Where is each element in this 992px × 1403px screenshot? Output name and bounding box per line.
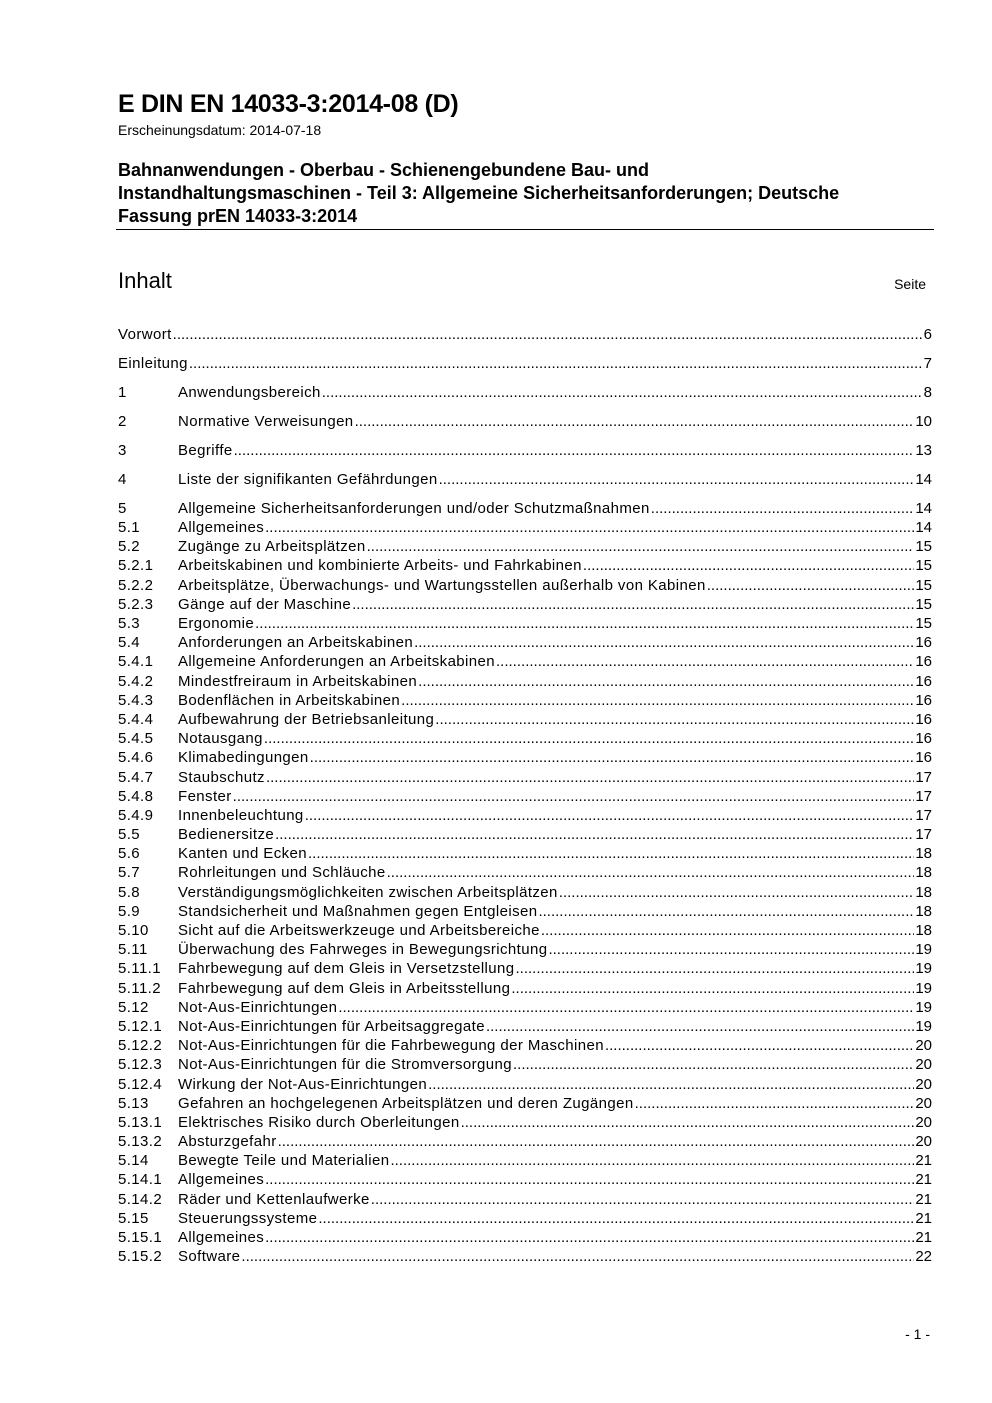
toc-entry-label: Fenster: [178, 787, 232, 805]
toc-entry-page: 16: [915, 672, 932, 690]
toc-entry-label: Aufbewahrung der Betriebsanleitung: [178, 710, 435, 728]
toc-entry-number: 5.1: [118, 519, 141, 537]
toc-entry-number: 5.8: [118, 883, 141, 901]
toc-entry-page: 18: [915, 902, 932, 920]
toc-entry-label: Liste der signifikanten Gefährdungen: [178, 470, 438, 488]
toc-entry-label: Steuerungssysteme: [178, 1209, 318, 1227]
toc-entry[interactable]: [118, 470, 932, 489]
toc-entry-label: Arbeitskabinen und kombinierte Arbeits- und Fahrkabinen: [178, 557, 582, 575]
toc-entry-page: 16: [915, 749, 932, 767]
toc-entry-label: Vorwort: [118, 326, 172, 343]
toc-entry-page: 6: [923, 326, 932, 343]
toc-entry-number: 5.3: [118, 615, 141, 633]
toc-entry-page: 14: [915, 499, 932, 517]
toc-entry[interactable]: [118, 768, 932, 787]
toc-entry[interactable]: [118, 537, 932, 556]
toc-dot-leader: [541, 921, 914, 940]
toc-entry[interactable]: [118, 787, 932, 806]
toc-dot-leader: [310, 748, 915, 767]
document-title: [118, 159, 934, 228]
toc-entry[interactable]: [118, 672, 932, 691]
toc-entry-number: 5.14.1: [118, 1171, 163, 1189]
toc-entry-page: 15: [915, 557, 932, 575]
toc-dot-leader: [371, 1190, 915, 1209]
toc-entry-label: Fahrbewegung auf dem Gleis in Versetzstellung: [178, 960, 515, 978]
toc-entry-page: 17: [915, 826, 932, 844]
toc-dot-leader: [367, 537, 915, 556]
toc-entry[interactable]: [118, 633, 932, 652]
toc-entry-label: Not-Aus-Einrichtungen für Arbeitsaggregate: [178, 1017, 485, 1035]
toc-entry[interactable]: [118, 940, 932, 959]
toc-entry-label: Gefahren an hochgelegenen Arbeitsplätzen und deren Zugängen: [178, 1094, 634, 1112]
toc-entry-label: Not-Aus-Einrichtungen für die Stromversorgung: [178, 1056, 512, 1074]
toc-entry-number: 5.13: [118, 1094, 149, 1112]
toc-entry-number: 2: [118, 412, 127, 430]
toc-dot-leader: [189, 354, 923, 373]
toc-entry-page: 20: [915, 1133, 932, 1151]
toc-dot-leader: [439, 470, 915, 489]
toc-dot-leader: [435, 710, 914, 729]
toc-entry[interactable]: [118, 556, 932, 575]
toc-entry-page: 16: [915, 710, 932, 728]
toc-entry[interactable]: [118, 1094, 932, 1113]
toc-entry-number: 4: [118, 470, 127, 488]
toc-entry-number: 5.4.9: [118, 806, 154, 824]
toc-dot-leader: [387, 863, 915, 882]
toc-entry-label: Einleitung: [118, 354, 188, 372]
toc-entry[interactable]: [118, 614, 932, 633]
toc-entry-number: 5.4.8: [118, 787, 154, 805]
toc-entry-label: Bodenflächen in Arbeitskabinen: [178, 691, 401, 709]
toc-entry[interactable]: [118, 863, 932, 882]
toc-dot-leader: [173, 325, 923, 344]
toc-entry-page: 16: [915, 653, 932, 671]
toc-entry[interactable]: [118, 844, 932, 863]
toc-dot-leader: [559, 883, 915, 902]
toc-entry-page: 20: [915, 1075, 932, 1093]
toc-entry-number: 5.10: [118, 922, 149, 940]
publication-date: Erscheinungsdatum: 2014-07-18: [118, 122, 322, 138]
toc-entry[interactable]: [118, 441, 932, 460]
toc-entry-page: 16: [915, 691, 932, 709]
toc-dot-leader: [511, 979, 914, 998]
toc-entry[interactable]: [118, 1055, 932, 1074]
toc-dot-leader: [355, 412, 915, 431]
toc-entry-number: 5.12: [118, 998, 149, 1016]
toc-entry-label: Rohrleitungen und Schläuche: [178, 864, 386, 882]
toc-entry-page: 21: [915, 1209, 932, 1227]
toc-entry-page: 14: [915, 470, 932, 488]
toc-entry-number: 5.11.2: [118, 979, 161, 997]
toc-entry[interactable]: [118, 499, 932, 518]
toc-entry-label: Staubschutz: [178, 768, 265, 786]
toc-dot-leader: [418, 672, 914, 691]
toc-entry[interactable]: [118, 595, 932, 614]
toc-entry[interactable]: [118, 325, 932, 344]
toc-dot-leader: [401, 691, 914, 710]
toc-entry[interactable]: [118, 921, 932, 940]
toc-entry-number: 5.15.2: [118, 1248, 163, 1266]
toc-entry-label: Sicht auf die Arbeitswerkzeuge und Arbeitsbereiche: [178, 922, 540, 940]
toc-entry-label: Allgemeines: [178, 1229, 265, 1247]
toc-entry-label: Not-Aus-Einrichtungen für die Fahrbewegung der Maschinen: [178, 1037, 604, 1055]
toc-entry-number: 5.4.7: [118, 768, 154, 786]
toc-entry-number: 5.13.2: [118, 1133, 163, 1151]
toc-entry-number: 5.12.3: [118, 1056, 163, 1074]
toc-dot-leader: [233, 787, 915, 806]
toc-dot-leader: [414, 633, 914, 652]
toc-entry-page: 22: [915, 1248, 932, 1266]
toc-entry[interactable]: [118, 998, 932, 1017]
toc-entry-page: 13: [915, 441, 932, 459]
toc-entry-page: 16: [915, 730, 932, 748]
toc-entry-label: Notausgang: [178, 730, 263, 748]
toc-dot-leader: [275, 825, 914, 844]
toc-entry-page: 19: [915, 960, 932, 978]
toc-dot-leader: [390, 1151, 914, 1170]
toc-entry-page: 21: [915, 1229, 932, 1247]
toc-entry-label: Bedienersitze: [178, 826, 275, 844]
toc-entry-label: Verständigungsmöglichkeiten zwischen Arbeitsplätzen: [178, 883, 558, 901]
toc-dot-leader: [241, 1247, 914, 1266]
toc-dot-leader: [338, 998, 914, 1017]
toc-entry-number: 5.2.3: [118, 595, 154, 613]
toc-dot-leader: [605, 1036, 914, 1055]
toc-entry-page: 19: [915, 941, 932, 959]
toc-entry[interactable]: [118, 576, 932, 595]
toc-entry-page: 20: [915, 1113, 932, 1131]
toc-entry-page: 15: [915, 615, 932, 633]
toc-dot-leader: [255, 614, 914, 633]
toc-dot-leader: [513, 1055, 914, 1074]
toc-entry[interactable]: [118, 710, 932, 729]
toc-entry-label: Normative Verweisungen: [178, 412, 354, 430]
toc-entry-label: Allgemeine Anforderungen an Arbeitskabinen: [178, 653, 496, 671]
toc-entry[interactable]: [118, 691, 932, 710]
page-column-label: Seite: [894, 276, 926, 292]
toc-entry-number: 5.4.4: [118, 710, 154, 728]
toc-entry-label: Innenbeleuchtung: [178, 806, 304, 824]
toc-entry-number: 5.12.4: [118, 1075, 163, 1093]
toc-entry-label: Allgemeines: [178, 519, 265, 537]
toc-entry-number: 5.13.1: [118, 1113, 163, 1131]
toc-entry[interactable]: [118, 1170, 932, 1189]
toc-entry[interactable]: [118, 729, 932, 748]
toc-entry-label: Anwendungsbereich: [178, 383, 321, 401]
toc-entry-number: 5.14.2: [118, 1190, 163, 1208]
toc-dot-leader: [352, 595, 914, 614]
toc-dot-leader: [265, 1228, 914, 1247]
toc-entry-number: 5.14: [118, 1152, 149, 1170]
toc-entry-label: Absturzgefahr: [178, 1133, 277, 1151]
toc-entry-page: 17: [915, 806, 932, 824]
toc-entry-number: 3: [118, 441, 127, 459]
toc-entry-page: 7: [923, 354, 932, 372]
toc-entry-page: 21: [915, 1190, 932, 1208]
toc-dot-leader: [264, 729, 914, 748]
toc-entry-label: Arbeitsplätze, Überwachungs- und Wartungsstellen außerhalb von Kabinen: [178, 576, 706, 594]
title-line: Bahnanwendungen - Oberbau - Schienengebundene Bau- und: [118, 160, 650, 180]
toc-entry-page: 14: [915, 519, 932, 537]
toc-entry[interactable]: [118, 354, 932, 373]
toc-dot-leader: [278, 1132, 915, 1151]
toc-entry[interactable]: [118, 1036, 932, 1055]
toc-entry-page: 20: [915, 1037, 932, 1055]
toc-entry-page: 18: [915, 845, 932, 863]
toc-entry-page: 17: [915, 768, 932, 786]
toc-entry[interactable]: [118, 825, 932, 844]
toc-entry[interactable]: [118, 1017, 932, 1036]
toc-entry-number: 5.7: [118, 864, 141, 882]
toc-entry-page: 20: [915, 1094, 932, 1112]
toc-entry-page: 10: [915, 412, 932, 430]
toc-entry-label: Not-Aus-Einrichtungen: [178, 998, 338, 1016]
toc-entry-page: 8: [923, 383, 932, 401]
toc-entry-number: 5.2.1: [118, 557, 154, 575]
title-line: Fassung prEN 14033-3:2014: [118, 206, 358, 226]
toc-entry-label: Wirkung der Not-Aus-Einrichtungen: [178, 1075, 428, 1093]
toc-entry-number: 5: [118, 499, 127, 517]
toc-entry-label: Kanten und Ecken: [178, 845, 307, 863]
toc-entry-label: Überwachung des Fahrweges in Bewegungsrichtung: [178, 941, 548, 959]
toc-entry-label: Software: [178, 1248, 241, 1266]
toc-entry-number: 5.11.1: [118, 960, 161, 978]
toc-entry-number: 5.12.1: [118, 1017, 163, 1035]
toc-entry-label: Zugänge zu Arbeitsplätzen: [178, 538, 366, 556]
toc-entry-page: 19: [915, 998, 932, 1016]
toc-entry-page: 21: [915, 1171, 932, 1189]
toc-entry-label: Bewegte Teile und Materialien: [178, 1152, 390, 1170]
toc-entry[interactable]: [118, 383, 932, 402]
toc-entry-label: Standsicherheit und Maßnahmen gegen Entgleisen: [178, 902, 538, 920]
toc-entry[interactable]: [118, 959, 932, 978]
toc-dot-leader: [583, 556, 914, 575]
toc-dot-leader: [461, 1113, 915, 1132]
toc-entry-number: 5.5: [118, 826, 141, 844]
toc-entry-page: 19: [915, 1017, 932, 1035]
toc-dot-leader: [318, 1209, 914, 1228]
toc-entry-number: 5.2: [118, 538, 141, 556]
toc-entry-label: Anforderungen an Arbeitskabinen: [178, 634, 414, 652]
toc-dot-leader: [308, 844, 914, 863]
toc-dot-leader: [538, 902, 914, 921]
toc-entry-page: 18: [915, 883, 932, 901]
toc-entry-number: 5.4.3: [118, 691, 154, 709]
toc-entry-label: Mindestfreiraum in Arbeitskabinen: [178, 672, 418, 690]
toc-dot-leader: [266, 768, 914, 787]
toc-entry-page: 15: [915, 538, 932, 556]
toc-entry-page: 20: [915, 1056, 932, 1074]
toc-entry-number: 1: [118, 383, 127, 401]
toc-entry-number: 5.2.2: [118, 576, 154, 594]
toc-dot-leader: [234, 441, 915, 460]
toc-entry-number: 5.15.1: [118, 1229, 163, 1247]
toc-dot-leader: [428, 1075, 914, 1094]
toc-entry-label: Ergonomie: [178, 615, 255, 633]
toc-entry[interactable]: [118, 1247, 932, 1266]
toc-entry[interactable]: [118, 883, 932, 902]
toc-entry[interactable]: [118, 748, 932, 767]
toc-entry-label: Gänge auf der Maschine: [178, 595, 352, 613]
toc-dot-leader: [707, 576, 915, 595]
title-divider: [116, 229, 934, 230]
toc-entry-label: Allgemeine Sicherheitsanforderungen und/oder Schutzmaßnahmen: [178, 499, 650, 517]
toc-dot-leader: [651, 499, 915, 518]
toc-entry[interactable]: [118, 806, 932, 825]
toc-entry[interactable]: [118, 1209, 932, 1228]
toc-dot-leader: [516, 959, 915, 978]
toc-entry-page: 21: [915, 1152, 932, 1170]
toc-entry-page: 15: [915, 576, 932, 594]
toc-entry[interactable]: [118, 652, 932, 671]
document-id: E DIN EN 14033-3:2014-08 (D): [118, 90, 459, 118]
toc-dot-leader: [265, 518, 914, 537]
toc-dot-leader: [496, 652, 914, 671]
toc-entry[interactable]: [118, 518, 932, 537]
toc-entry-page: 18: [915, 922, 932, 940]
toc-entry-number: 5.4.5: [118, 730, 154, 748]
toc-entry-page: 18: [915, 864, 932, 882]
toc-entry-label: Allgemeines: [178, 1171, 265, 1189]
toc-entry-label: Klimabedingungen: [178, 749, 309, 767]
toc-entry-page: 16: [915, 634, 932, 652]
toc-entry[interactable]: [118, 1190, 932, 1209]
toc-entry-number: 5.11: [118, 941, 148, 959]
toc-entry[interactable]: [118, 1132, 932, 1151]
toc-entry-page: 19: [915, 979, 932, 997]
page-number: - 1 -: [905, 1326, 930, 1342]
toc-entry-label: Fahrbewegung auf dem Gleis in Arbeitsstellung: [178, 979, 511, 997]
toc-dot-leader: [486, 1017, 914, 1036]
toc-entry-number: 5.12.2: [118, 1037, 163, 1055]
toc-entry-label: Räder und Kettenlaufwerke: [178, 1190, 370, 1208]
toc-dot-leader: [322, 383, 923, 402]
toc-entry-number: 5.4: [118, 634, 141, 652]
toc-entry[interactable]: [118, 979, 932, 998]
toc-entry-page: 15: [915, 595, 932, 613]
toc-entry-page: 17: [915, 787, 932, 805]
table-of-contents: [118, 325, 932, 1266]
toc-entry[interactable]: [118, 1228, 932, 1247]
toc-entry-number: 5.4.1: [118, 653, 154, 671]
toc-dot-leader: [548, 940, 914, 959]
toc-entry-number: 5.4.2: [118, 672, 154, 690]
toc-entry[interactable]: [118, 412, 932, 431]
title-line: Instandhaltungsmaschinen - Teil 3: Allgemeine Sicherheitsanforderungen; Deutsche: [118, 183, 840, 203]
toc-entry[interactable]: [118, 902, 932, 921]
toc-entry-number: 5.15: [118, 1209, 149, 1227]
toc-entry-label: Begriffe: [178, 441, 233, 459]
toc-entry[interactable]: [118, 1151, 932, 1170]
toc-entry[interactable]: [118, 1113, 932, 1132]
toc-entry-number: 5.6: [118, 845, 141, 863]
toc-entry-number: 5.9: [118, 902, 141, 920]
toc-entry-number: 5.4.6: [118, 749, 154, 767]
toc-entry-label: Elektrisches Risiko durch Oberleitungen: [178, 1113, 460, 1131]
toc-entry[interactable]: [118, 1075, 932, 1094]
toc-dot-leader: [305, 806, 915, 825]
toc-heading: Inhalt: [118, 268, 172, 293]
toc-dot-leader: [635, 1094, 915, 1113]
toc-dot-leader: [265, 1170, 914, 1189]
